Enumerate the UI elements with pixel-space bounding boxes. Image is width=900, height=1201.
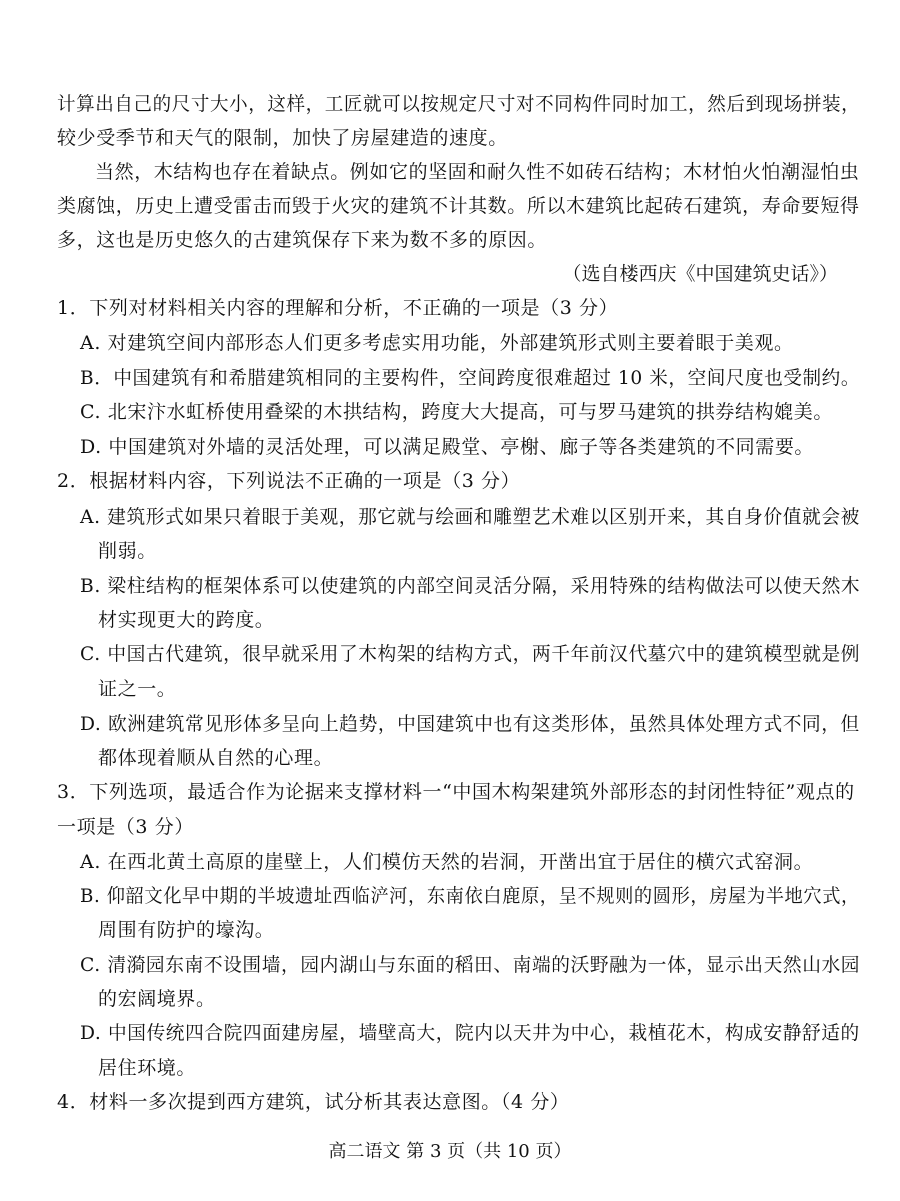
question-3-option-b: B. 仰韶文化早中期的半坡遗址西临浐河，东南依白鹿原，呈不规则的圆形，房屋为半地穴式， <box>80 885 860 907</box>
question-3-stem-cont: 一项是（3 分） <box>57 816 194 838</box>
passage-line: 较少受季节和天气的限制，加快了房屋建造的速度。 <box>57 127 508 149</box>
question-1-option-c: C. 北宋汴水虹桥使用叠梁的木拱结构，跨度大大提高，可与罗马建筑的拱券结构媲美。 <box>80 401 833 423</box>
question-2-option-a: A. 建筑形式如果只着眼于美观，那它就与绘画和雕塑艺术难以区别开来，其自身价值就会被 <box>80 506 860 528</box>
question-2-option-c-cont: 证之一。 <box>98 678 177 700</box>
passage-line: 当然，木结构也存在着缺点。例如它的坚固和耐久性不如砖石结构；木材怕火怕潮湿怕虫 <box>95 161 860 183</box>
question-3-option-a: A. 在西北黄土高原的崖壁上，人们模仿天然的岩洞，开凿出宜于居住的横穴式窑洞。 <box>80 851 814 873</box>
question-2-option-c: C. 中国古代建筑，很早就采用了木构架的结构方式，两千年前汉代墓穴中的建筑模型就是例 <box>80 643 861 665</box>
question-2-option-b: B. 梁柱结构的框架体系可以使建筑的内部空间灵活分隔，采用特殊的结构做法可以使天然木 <box>80 575 861 597</box>
question-2-option-a-cont: 削弱。 <box>98 540 157 562</box>
question-3-stem: 3．下列选项，最适合作为论据来支撑材料一“中国木构架建筑外部形态的封闭性特征”观点的 <box>57 781 855 803</box>
question-2-option-d: D. 欧洲建筑常见形体多呈向上趋势，中国建筑中也有这类形体，虽然具体处理方式不同，但 <box>80 713 860 735</box>
question-3-option-d: D. 中国传统四合院四面建房屋，墙壁高大，院内以天井为中心，栽植花木，构成安静舒适的 <box>80 1022 860 1044</box>
question-4-stem: 4．材料一多次提到西方建筑，试分析其表达意图。（4 分） <box>57 1091 570 1113</box>
question-1-option-d: D. 中国建筑对外墙的灵活处理，可以满足殿堂、亭榭、廊子等各类建筑的不同需要。 <box>80 436 815 458</box>
page-footer: 高二语文 第 3 页（共 10 页） <box>328 1141 572 1162</box>
question-3-option-d-cont: 居住环境。 <box>98 1057 197 1079</box>
passage-source: （选自楼西庆《中国建筑史话》） <box>562 263 838 285</box>
question-3-option-c: C. 清漪园东南不设围墙，园内湖山与东面的稻田、南端的沃野融为一体，显示出天然山水园 <box>80 954 861 976</box>
passage-line: 多，这也是历史悠久的古建筑保存下来为数不多的原因。 <box>57 229 548 251</box>
question-1-option-b: B．中国建筑有和希腊建筑相同的主要构件，空间跨度很难超过 10 米，空间尺度也受制约。 <box>80 367 860 389</box>
question-2-option-d-cont: 都体现着顺从自然的心理。 <box>98 747 334 769</box>
question-1-option-a: A. 对建筑空间内部形态人们更多考虑实用功能，外部建筑形式则主要着眼于美观。 <box>80 332 794 354</box>
question-2-stem: 2．根据材料内容，下列说法不正确的一项是（3 分） <box>57 470 521 492</box>
passage-line: 类腐蚀，历史上遭受雷击而毁于火灾的建筑不计其数。所以木建筑比起砖石建筑，寿命要短得 <box>57 195 860 217</box>
question-1-stem: 1．下列对材料相关内容的理解和分析，不正确的一项是（3 分） <box>57 297 619 319</box>
question-3-option-c-cont: 的宏阔境界。 <box>98 988 216 1010</box>
question-2-option-b-cont: 材实现更大的跨度。 <box>98 609 275 631</box>
question-3-option-b-cont: 周围有防护的壕沟。 <box>98 919 275 941</box>
passage-line: 计算出自己的尺寸大小，这样，工匠就可以按规定尺寸对不同构件同时加工，然后到现场拼装， <box>57 93 861 115</box>
